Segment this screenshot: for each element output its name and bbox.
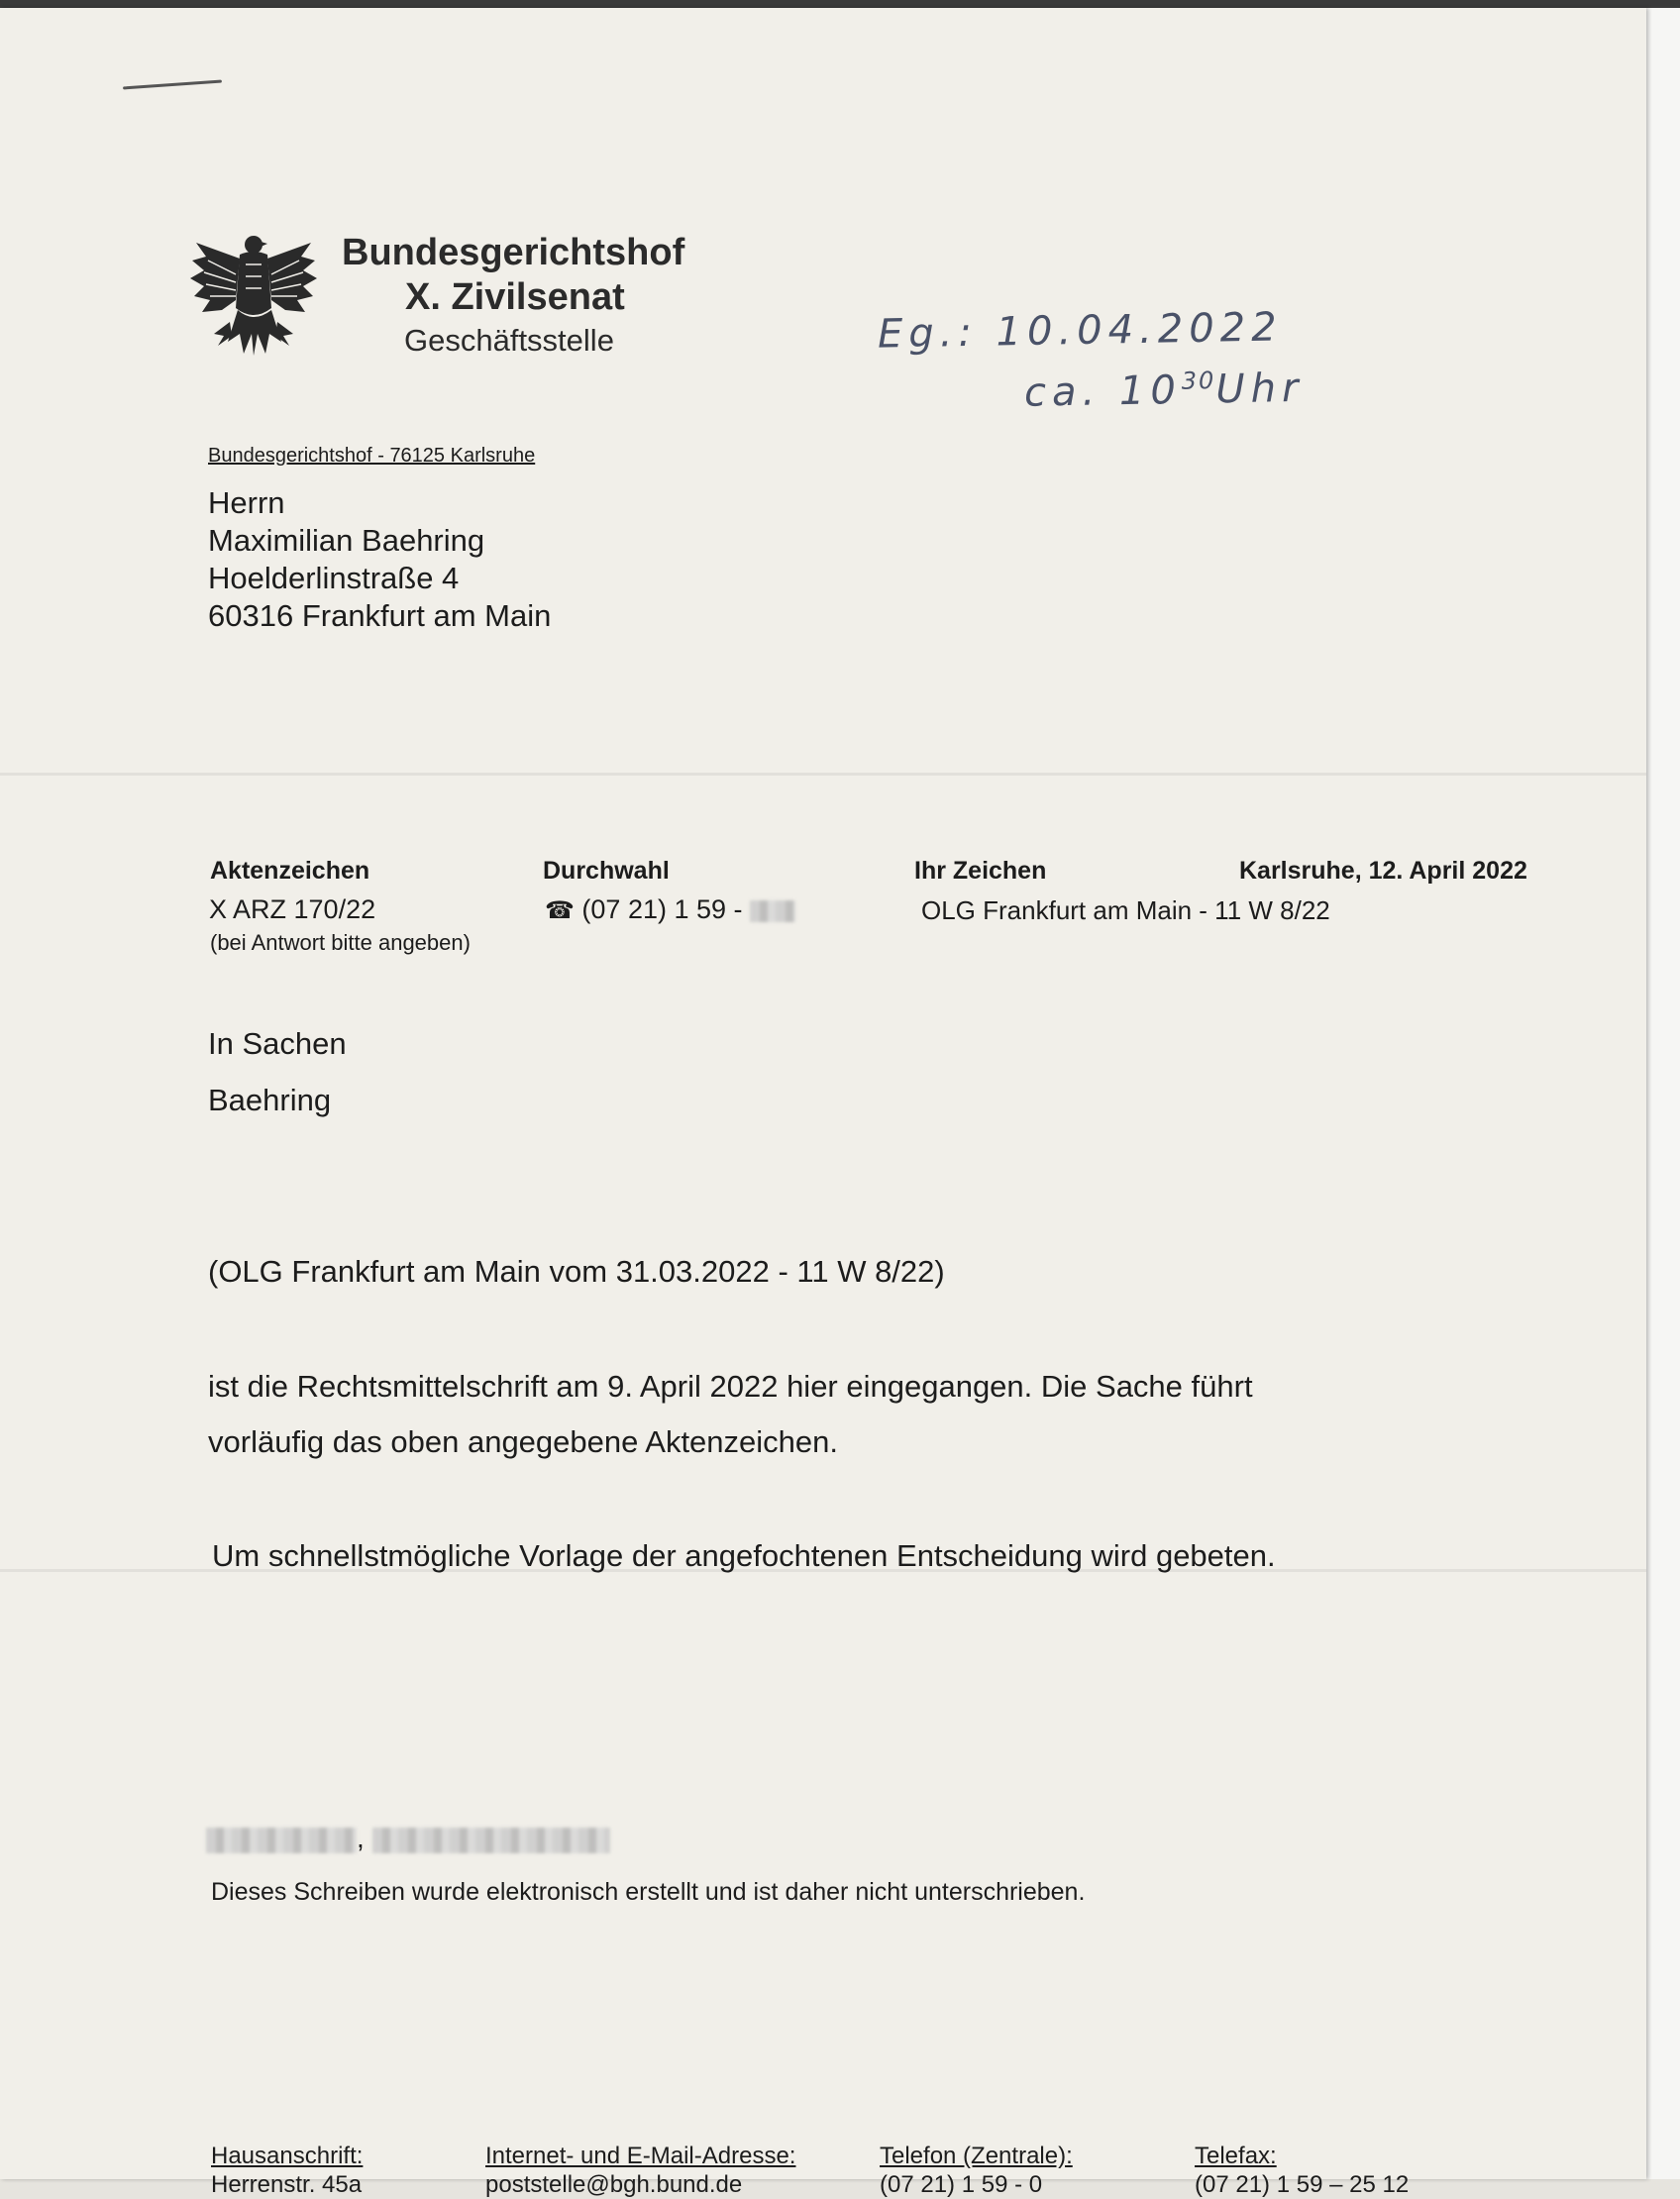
scan-right-edge: [1646, 8, 1680, 2179]
redacted-extension: [750, 900, 795, 922]
redacted-name: [206, 1828, 357, 1853]
ihr-zeichen-value: OLG Frankfurt am Main - 11 W 8/22: [921, 895, 1330, 925]
court-name: Bundesgerichtshof: [342, 232, 685, 273]
senate-name: X. Zivilsenat: [405, 276, 625, 318]
paragraph-2: Um schnellstmögliche Vorlage der angefochtenen Entscheidung wird gebeten.: [212, 1538, 1276, 1573]
subject-in-sachen: In Sachen: [208, 1026, 347, 1061]
handwritten-receipt-date: Eg.: 10.04.2022: [877, 304, 1283, 358]
footer-internet-value: poststelle@bgh.bund.de: [485, 2171, 743, 2198]
place-date: Karlsruhe, 12. April 2022: [1239, 857, 1527, 885]
recipient-street: Hoelderlinstraße 4: [208, 561, 460, 595]
paragraph-1-line-1: ist die Rechtsmittelschrift am 9. April 2022 hier eingegangen. Die Sache führt: [208, 1369, 1253, 1404]
footer-internet-label: Internet- und E-Mail-Adresse:: [485, 2143, 796, 2169]
aktenzeichen-label: Aktenzeichen: [210, 857, 370, 885]
footer-fax-label: Telefax:: [1195, 2143, 1277, 2169]
footer-phone-label: Telefon (Zentrale):: [880, 2143, 1073, 2169]
office-name: Geschäftsstelle: [404, 323, 614, 358]
durchwahl-label: Durchwahl: [543, 857, 670, 885]
fold-line: [0, 773, 1646, 776]
telephone-icon: ☎: [545, 896, 575, 924]
handwritten-receipt-time: ca. $10^{30}Uhr$: [1023, 365, 1305, 416]
footer-fax-value: (07 21) 1 59 – 25 12: [1195, 2171, 1410, 2198]
footer-phone-value: (07 21) 1 59 - 0: [880, 2171, 1043, 2198]
reference-line: (OLG Frankfurt am Main vom 31.03.2022 - 11 W 8/22): [208, 1254, 945, 1289]
redacted-title: [372, 1828, 610, 1853]
electronic-signature-note: Dieses Schreiben wurde elektronisch erstellt und ist daher nicht unterschrieben.: [211, 1878, 1086, 1906]
paragraph-1-line-2: vorläufig das oben angegebene Aktenzeichen.: [208, 1424, 838, 1459]
scan-top-edge: [0, 0, 1680, 8]
pencil-mark: [123, 80, 222, 90]
footer-address-value: Herrenstr. 45a: [211, 2171, 363, 2198]
sender-return-address: Bundesgerichtshof - 76125 Karlsruhe: [208, 445, 536, 467]
aktenzeichen-hint: (bei Antwort bitte angeben): [210, 930, 471, 955]
recipient-city: 60316 Frankfurt am Main: [208, 598, 552, 633]
federal-eagle-icon: [188, 231, 319, 358]
recipient-name: Maximilian Baehring: [208, 523, 485, 558]
aktenzeichen-value: X ARZ 170/22: [209, 894, 376, 924]
letter-page: [0, 8, 1646, 2198]
recipient-salutation: Herrn: [208, 485, 285, 520]
footer-address-label: Hausanschrift:: [211, 2143, 364, 2169]
durchwahl-value: ☎ (07 21) 1 59 -: [545, 894, 795, 925]
subject-party: Baehring: [208, 1083, 332, 1117]
ihr-zeichen-label: Ihr Zeichen: [914, 857, 1047, 885]
redacted-signature: ,: [206, 1823, 610, 1854]
